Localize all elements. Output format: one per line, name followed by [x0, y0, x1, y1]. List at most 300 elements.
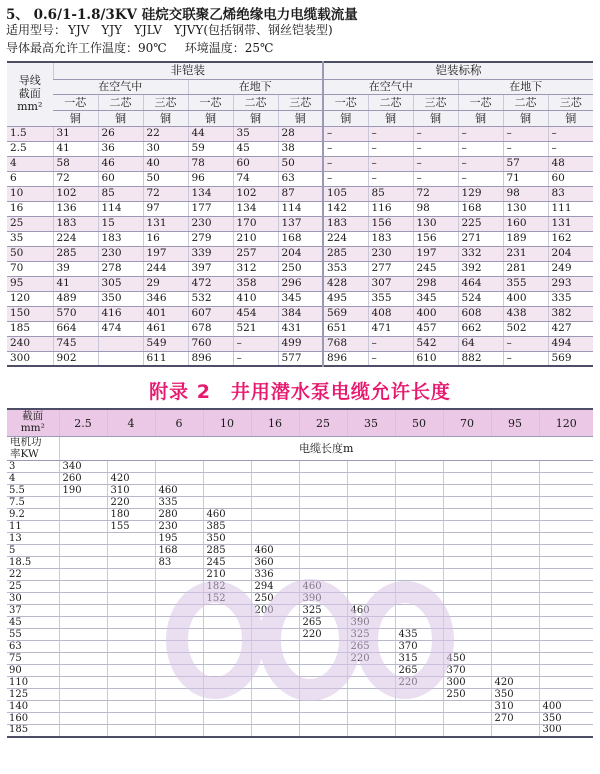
cable-length-cell — [491, 605, 539, 617]
ampacity-cell: 279 — [188, 231, 233, 246]
ampacity-cell: – — [368, 141, 413, 156]
cable-length-cell — [539, 689, 593, 701]
ampacity-cell: 114 — [98, 201, 143, 216]
cable-length-cell — [107, 545, 155, 557]
core-header: 三芯 — [413, 94, 458, 110]
ampacity-cell: 40 — [143, 156, 188, 171]
cable-length-cell — [251, 497, 299, 509]
ampacity-cell: 204 — [548, 246, 593, 261]
cable-length-cell: 350 — [539, 713, 593, 725]
cable-length-cell — [347, 593, 395, 605]
ampacity-cell: 142 — [323, 201, 368, 216]
cable-length-cell — [203, 605, 251, 617]
cable-length-cell: 220 — [395, 677, 443, 689]
t2-corner-bottom-0: 电机功 — [10, 436, 42, 448]
cable-length-cell — [59, 581, 107, 593]
ampacity-cell: 277 — [368, 261, 413, 276]
cable-length-cell — [347, 665, 395, 677]
ampacity-cell: 332 — [458, 246, 503, 261]
ampacity-cell: 210 — [233, 231, 278, 246]
cable-length-cell — [59, 509, 107, 521]
ampacity-cell: 183 — [323, 216, 368, 231]
cable-length-cell — [395, 545, 443, 557]
cable-length-cell: 385 — [203, 521, 251, 533]
cable-length-cell — [491, 641, 539, 653]
cable-length-cell — [299, 677, 347, 689]
cable-length-cell — [107, 641, 155, 653]
ampacity-cell: 197 — [143, 246, 188, 261]
cable-length-cell — [155, 605, 203, 617]
ampacity-cell: 428 — [323, 276, 368, 291]
cable-length-cell: 152 — [203, 593, 251, 605]
cable-length-cell: 390 — [347, 617, 395, 629]
cable-length-cell: 260 — [59, 473, 107, 485]
cable-length-cell — [347, 713, 395, 725]
applicable-models — [6, 21, 333, 38]
ampacity-cell: 116 — [368, 201, 413, 216]
cross-section-cell: 70 — [7, 261, 53, 276]
ampacity-cell: 102 — [233, 186, 278, 201]
ampacity-cell: 58 — [53, 156, 98, 171]
ampacity-cell: 16 — [143, 231, 188, 246]
cable-length-cell — [347, 725, 395, 737]
cable-length-cell — [539, 509, 593, 521]
ampacity-cell: 495 — [323, 291, 368, 306]
ampacity-cell: 48 — [548, 156, 593, 171]
cable-length-cell — [251, 509, 299, 521]
cable-length-cell — [107, 557, 155, 569]
cable-length-cell — [155, 665, 203, 677]
core-header: 三芯 — [143, 94, 188, 110]
cable-length-cell — [299, 653, 347, 665]
ampacity-cell: 400 — [503, 291, 548, 306]
table-row — [7, 701, 593, 713]
cable-length-cell — [539, 665, 593, 677]
material-header: 铜 — [98, 110, 143, 126]
cable-length-cell: 460 — [299, 581, 347, 593]
material-header: 铜 — [548, 110, 593, 126]
ampacity-cell: 410 — [233, 291, 278, 306]
ampacity-cell: 542 — [413, 336, 458, 351]
cross-section-cell: 25 — [7, 216, 53, 231]
size-header: 50 — [395, 409, 443, 437]
cable-length-cell — [395, 533, 443, 545]
ampacity-cell: 896 — [188, 351, 233, 366]
ampacity-cell: 230 — [188, 216, 233, 231]
ampacity-cell: 224 — [53, 231, 98, 246]
cable-length-cell — [539, 533, 593, 545]
table-row — [7, 141, 593, 156]
group-armored: 铠装标称 — [323, 62, 593, 79]
cable-length-cell — [155, 653, 203, 665]
t2-corner-bottom — [7, 437, 59, 461]
table-row — [7, 677, 593, 689]
ampacity-cell: 22 — [143, 126, 188, 141]
cable-length-cell: 325 — [299, 605, 347, 617]
cross-section-cell: 150 — [7, 306, 53, 321]
ampacity-cell: 137 — [278, 216, 323, 231]
cable-length-cell — [443, 557, 491, 569]
cable-length-cell — [539, 593, 593, 605]
table-row — [7, 545, 593, 557]
ampacity-cell: 664 — [53, 321, 98, 336]
ampacity-cell: 102 — [53, 186, 98, 201]
size-header: 35 — [347, 409, 395, 437]
cable-length-cell — [491, 461, 539, 473]
ampacity-cell: 156 — [413, 231, 458, 246]
ampacity-cell: 41 — [53, 141, 98, 156]
cable-length-cell — [107, 713, 155, 725]
table-row — [7, 306, 593, 321]
sub-in-air-1: 在空气中 — [53, 79, 188, 94]
size-header: 95 — [491, 409, 539, 437]
ampacity-cell: 570 — [53, 306, 98, 321]
motor-power-cell: 4 — [7, 473, 59, 485]
cable-length-cell — [299, 689, 347, 701]
cable-length-cell — [251, 533, 299, 545]
cable-length-cell — [299, 545, 347, 557]
size-header: 70 — [443, 409, 491, 437]
ampacity-cell: 134 — [233, 201, 278, 216]
cable-length-cell — [395, 557, 443, 569]
ampacity-cell: 230 — [368, 246, 413, 261]
cable-length-cell — [443, 509, 491, 521]
motor-power-cell: 11 — [7, 521, 59, 533]
ampacity-cell: 63 — [278, 171, 323, 186]
cable-length-cell — [395, 593, 443, 605]
cable-length-cell: 420 — [491, 677, 539, 689]
cable-length-cell — [491, 545, 539, 557]
material-header: 铜 — [233, 110, 278, 126]
ampacity-cell: 408 — [368, 306, 413, 321]
ampacity-cell: 45 — [233, 141, 278, 156]
cable-length-cell — [299, 521, 347, 533]
cable-length-cell: 180 — [107, 509, 155, 521]
cable-length-cell — [395, 497, 443, 509]
ampacity-cell: 902 — [53, 351, 98, 366]
cable-length-cell: 285 — [203, 545, 251, 557]
cross-section-cell: 10 — [7, 186, 53, 201]
motor-power-cell: 140 — [7, 701, 59, 713]
ampacity-cell: – — [323, 156, 368, 171]
cable-length-cell — [251, 617, 299, 629]
cable-length-cell — [395, 581, 443, 593]
ampacity-cell: 281 — [503, 261, 548, 276]
cable-length-cell — [203, 665, 251, 677]
core-header: 二芯 — [98, 94, 143, 110]
cable-length-cell — [107, 461, 155, 473]
motor-power-cell: 185 — [7, 725, 59, 737]
size-header: 6 — [155, 409, 203, 437]
ampacity-cell: – — [458, 156, 503, 171]
ampacity-cell: 183 — [368, 231, 413, 246]
cable-length-cell — [347, 689, 395, 701]
ampacity-cell: 15 — [98, 216, 143, 231]
table-row — [7, 581, 593, 593]
cable-length-cell — [491, 629, 539, 641]
ampacity-cell: 608 — [458, 306, 503, 321]
cable-length-cell — [59, 545, 107, 557]
cable-length-cell: 210 — [203, 569, 251, 581]
cable-length-cell — [203, 473, 251, 485]
ampacity-cell: 156 — [368, 216, 413, 231]
ampacity-cell: 230 — [98, 246, 143, 261]
ampacity-cell: 392 — [458, 261, 503, 276]
cable-length-cell: 310 — [491, 701, 539, 713]
ampacity-cell: 345 — [413, 291, 458, 306]
cable-length-cell: 265 — [299, 617, 347, 629]
cable-length-cell — [59, 629, 107, 641]
conductor-temp: 导体最高允许工作温度：90℃ — [6, 41, 167, 55]
ampacity-cell: – — [548, 141, 593, 156]
cable-length-cell — [299, 569, 347, 581]
cable-length-cell: 315 — [395, 653, 443, 665]
cable-length-cell — [59, 653, 107, 665]
cable-length-cell — [347, 473, 395, 485]
cable-length-cell — [155, 701, 203, 713]
cable-length-cell — [539, 473, 593, 485]
ampacity-cell: 168 — [458, 201, 503, 216]
cable-length-cell — [251, 725, 299, 737]
motor-power-cell: 75 — [7, 653, 59, 665]
t1-corner-line-2: mm² — [17, 99, 43, 113]
ampacity-cell: 85 — [98, 186, 143, 201]
material-header: 铜 — [278, 110, 323, 126]
t2-corner-top — [7, 409, 59, 437]
ampacity-cell: 494 — [548, 336, 593, 351]
cable-length-cell — [59, 641, 107, 653]
cable-length-cell — [155, 677, 203, 689]
ampacity-cell: 74 — [233, 171, 278, 186]
cable-length-cell — [539, 497, 593, 509]
cable-length-cell — [491, 473, 539, 485]
ampacity-cell: – — [548, 126, 593, 141]
ampacity-cell: 96 — [188, 171, 233, 186]
cross-section-cell: 185 — [7, 321, 53, 336]
cross-section-cell: 240 — [7, 336, 53, 351]
ampacity-cell: 384 — [278, 306, 323, 321]
cable-length-cell: 370 — [395, 641, 443, 653]
cable-length-cell — [395, 521, 443, 533]
ampacity-cell: 353 — [323, 261, 368, 276]
cable-length-cell — [299, 497, 347, 509]
cable-length-cell — [491, 581, 539, 593]
cable-length-cell: 340 — [59, 461, 107, 473]
core-header: 二芯 — [233, 94, 278, 110]
cable-length-cell: 336 — [251, 569, 299, 581]
cable-length-cell — [491, 617, 539, 629]
cable-length-cell — [347, 581, 395, 593]
table-row — [7, 126, 593, 141]
cable-length-cell — [491, 533, 539, 545]
ampacity-cell: 345 — [278, 291, 323, 306]
model-1: YJY — [101, 23, 123, 37]
cable-length-cell — [539, 581, 593, 593]
ampacity-cell: 549 — [143, 336, 188, 351]
cable-length-cell — [443, 545, 491, 557]
ampacity-cell: – — [503, 141, 548, 156]
ampacity-cell: 882 — [458, 351, 503, 366]
ampacity-cell: – — [368, 171, 413, 186]
table-row — [7, 336, 593, 351]
ampacity-cell: 416 — [98, 306, 143, 321]
cable-length-cell — [59, 497, 107, 509]
ampacity-cell: 244 — [143, 261, 188, 276]
cable-length-cell: 155 — [107, 521, 155, 533]
ampacity-cell: 472 — [188, 276, 233, 291]
ampacity-cell: 71 — [503, 171, 548, 186]
cable-length-cell — [539, 521, 593, 533]
cable-length-cell — [155, 473, 203, 485]
ampacity-cell: 41 — [53, 276, 98, 291]
ampacity-cell: 72 — [53, 171, 98, 186]
motor-power-cell: 25 — [7, 581, 59, 593]
ampacity-cell: 59 — [188, 141, 233, 156]
cable-length-cell: 370 — [443, 665, 491, 677]
ampacity-cell: 335 — [548, 291, 593, 306]
material-header: 铜 — [458, 110, 503, 126]
cable-length-cell — [203, 485, 251, 497]
cross-section-cell: 95 — [7, 276, 53, 291]
cable-length-cell — [347, 533, 395, 545]
table-row — [7, 231, 593, 246]
motor-power-cell: 18.5 — [7, 557, 59, 569]
cable-length-cell: 182 — [203, 581, 251, 593]
cable-length-cell — [539, 641, 593, 653]
cable-length-cell — [299, 725, 347, 737]
ampacity-cell: – — [458, 126, 503, 141]
table-row — [7, 629, 593, 641]
cable-length-cell — [443, 701, 491, 713]
cable-length-cell — [107, 581, 155, 593]
cable-length-cell — [251, 713, 299, 725]
ampacity-cell: 355 — [368, 291, 413, 306]
ampacity-cell: 427 — [548, 321, 593, 336]
cable-length-cell — [539, 629, 593, 641]
cable-length-cell — [491, 593, 539, 605]
cable-length-cell — [203, 653, 251, 665]
cable-length-cell — [395, 509, 443, 521]
table-row — [7, 533, 593, 545]
model-0: YJV — [68, 23, 90, 37]
size-header: 16 — [251, 409, 299, 437]
material-header: 铜 — [503, 110, 548, 126]
ampacity-cell: 662 — [458, 321, 503, 336]
table-row — [7, 497, 593, 509]
cable-length-cell — [395, 485, 443, 497]
cable-length-cell — [107, 689, 155, 701]
ampacity-cell: 250 — [278, 261, 323, 276]
ampacity-cell: 401 — [143, 306, 188, 321]
table-row — [7, 605, 593, 617]
ampacity-cell: – — [413, 171, 458, 186]
cable-length-cell — [491, 653, 539, 665]
cable-length-cell: 300 — [539, 725, 593, 737]
table-row — [7, 171, 593, 186]
ampacity-cell: 305 — [98, 276, 143, 291]
ampacity-cell: 431 — [278, 321, 323, 336]
cable-length-cell — [443, 629, 491, 641]
ampacity-cell: 532 — [188, 291, 233, 306]
core-header: 一芯 — [188, 94, 233, 110]
ampacity-cell: 307 — [368, 276, 413, 291]
ampacity-cell: 30 — [143, 141, 188, 156]
cable-length-cell — [203, 713, 251, 725]
table-row — [7, 509, 593, 521]
ampacity-cell: 610 — [413, 351, 458, 366]
cable-length-cell — [155, 461, 203, 473]
cable-length-cell — [491, 665, 539, 677]
table-row — [7, 201, 593, 216]
size-header: 2.5 — [59, 409, 107, 437]
table-row — [7, 569, 593, 581]
cable-length-cell — [251, 689, 299, 701]
sub-underground-2: 在地下 — [458, 79, 593, 94]
ampacity-cell: 745 — [53, 336, 98, 351]
table-row — [7, 156, 593, 171]
table-row — [7, 617, 593, 629]
cable-length-cell — [299, 665, 347, 677]
motor-power-cell: 45 — [7, 617, 59, 629]
cable-length-cell — [59, 677, 107, 689]
ampacity-cell: 50 — [143, 171, 188, 186]
ampacity-cell: 57 — [503, 156, 548, 171]
ampacity-cell: 78 — [188, 156, 233, 171]
table-row — [7, 186, 593, 201]
cable-length-cell — [395, 461, 443, 473]
cable-length-cell — [59, 521, 107, 533]
cable-length-cell — [347, 569, 395, 581]
cable-length-cell: 460 — [347, 605, 395, 617]
cable-length-cell: 294 — [251, 581, 299, 593]
cable-length-cell: 310 — [107, 485, 155, 497]
motor-power-cell: 110 — [7, 677, 59, 689]
ampacity-cell: 197 — [413, 246, 458, 261]
ampacity-cell: 678 — [188, 321, 233, 336]
table-row — [7, 351, 593, 366]
table-row — [7, 473, 593, 485]
ampacity-cell: 136 — [53, 201, 98, 216]
core-header: 三芯 — [548, 94, 593, 110]
cable-length-cell — [59, 665, 107, 677]
cable-length-cell: 250 — [443, 689, 491, 701]
cable-length-cell: 460 — [251, 545, 299, 557]
cable-length-cell — [251, 485, 299, 497]
cable-length-cell: 83 — [155, 557, 203, 569]
motor-power-cell: 5 — [7, 545, 59, 557]
material-header: 铜 — [143, 110, 188, 126]
ampacity-cell — [98, 351, 143, 366]
size-header: 120 — [539, 409, 593, 437]
ampacity-cell: 29 — [143, 276, 188, 291]
material-header: 铜 — [53, 110, 98, 126]
motor-power-cell: 3 — [7, 461, 59, 473]
cable-length-cell — [59, 689, 107, 701]
cable-length-cell — [251, 461, 299, 473]
table-row — [7, 713, 593, 725]
core-header: 一芯 — [323, 94, 368, 110]
cable-length-cell: 168 — [155, 545, 203, 557]
ampacity-cell: 499 — [278, 336, 323, 351]
cable-length-cell: 220 — [107, 497, 155, 509]
cable-length-cell — [251, 629, 299, 641]
cable-length-cell: 220 — [347, 653, 395, 665]
ampacity-cell: 339 — [188, 246, 233, 261]
ampacity-cell: 98 — [503, 186, 548, 201]
cable-length-cell — [443, 617, 491, 629]
cable-length-cell — [491, 569, 539, 581]
cable-length-cell — [347, 461, 395, 473]
